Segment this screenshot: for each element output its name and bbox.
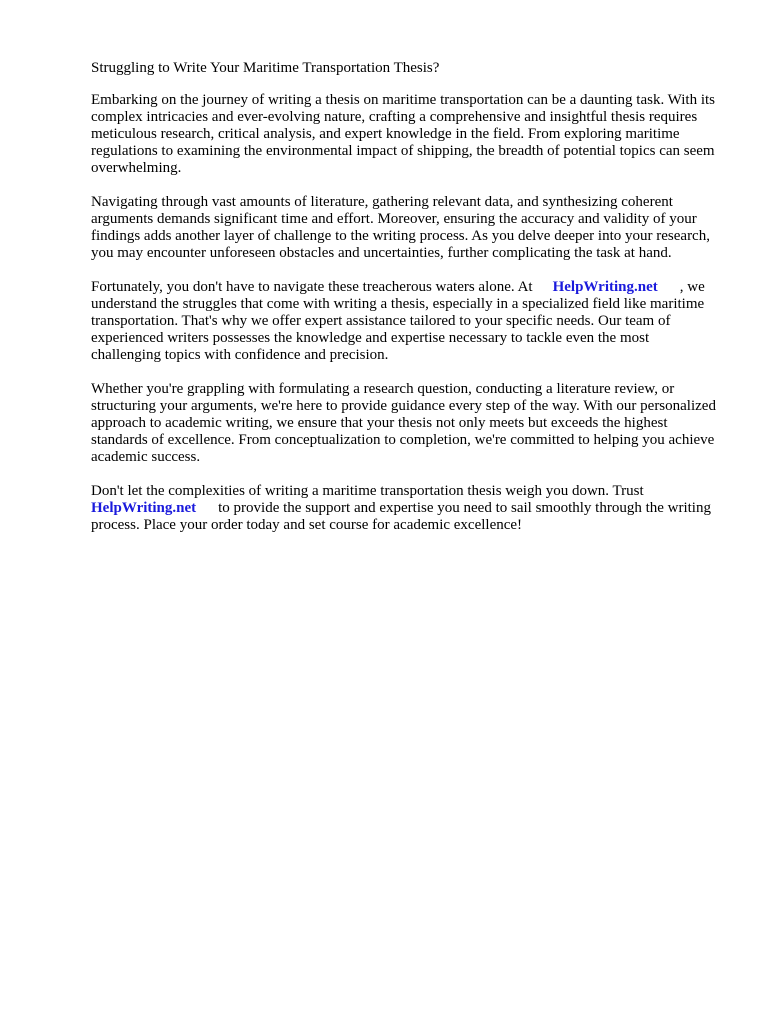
paragraph-guidance: Whether you're grappling with formulating a research question, conducting a literature review, or structuring your arguments, we're here to provide guidance every step of the way. With our personalized approach to academic writing, we ensure that your thesis not only meets but exceeds the highest standards of excellence. From conceptualization to completion, we're committed to helping you achieve academic success. bbox=[91, 381, 716, 465]
helpwriting-link[interactable]: HelpWriting.net bbox=[552, 279, 658, 295]
paragraph-challenges: Navigating through vast amounts of literature, gathering relevant data, and synthesizing coherent arguments demands significant time and effort. Moreover, ensuring the accuracy and validity of your findings adds another layer of challenge to the writing process. As you delve deeper into your research, you may encounter unforeseen obstacles and uncertainties, further complicating the task at hand. bbox=[91, 194, 710, 261]
paragraph-cta-text-before: Don't let the complexities of writing a maritime transportation thesis weigh you down. Trust bbox=[91, 483, 644, 499]
paragraph-service bbox=[91, 279, 720, 364]
paragraph-cta-text-after: to provide the support and expertise you need to sail smoothly through the writing process. Place your order today and set course for academic excellence! bbox=[91, 500, 711, 533]
paragraph-intro: Embarking on the journey of writing a thesis on maritime transportation can be a daunting task. With its complex intricacies and ever-evolving nature, crafting a comprehensive and insightful thesis requires meticulous research, critical analysis, and expert knowledge in the field. From exploring maritime regulations to examining the environmental impact of shipping, the breadth of potential topics can seem overwhelming. bbox=[91, 92, 715, 176]
paragraph-call-to-action bbox=[91, 483, 720, 534]
paragraph-service-text-before: Fortunately, you don't have to navigate these treacherous waters alone. At bbox=[91, 279, 533, 295]
paragraph-service-text-after: , we understand the struggles that come with writing a thesis, especially in a specialized field like maritime transportation. That's why we offer expert assistance tailored to your specific needs. Our team of experienced writers possesses the knowledge and expertise necessary to tackle even the most challenging topics with confidence and precision. bbox=[91, 279, 705, 363]
document-title: Struggling to Write Your Maritime Transportation Thesis? bbox=[91, 60, 440, 76]
helpwriting-link-cta[interactable]: HelpWriting.net bbox=[91, 500, 197, 516]
